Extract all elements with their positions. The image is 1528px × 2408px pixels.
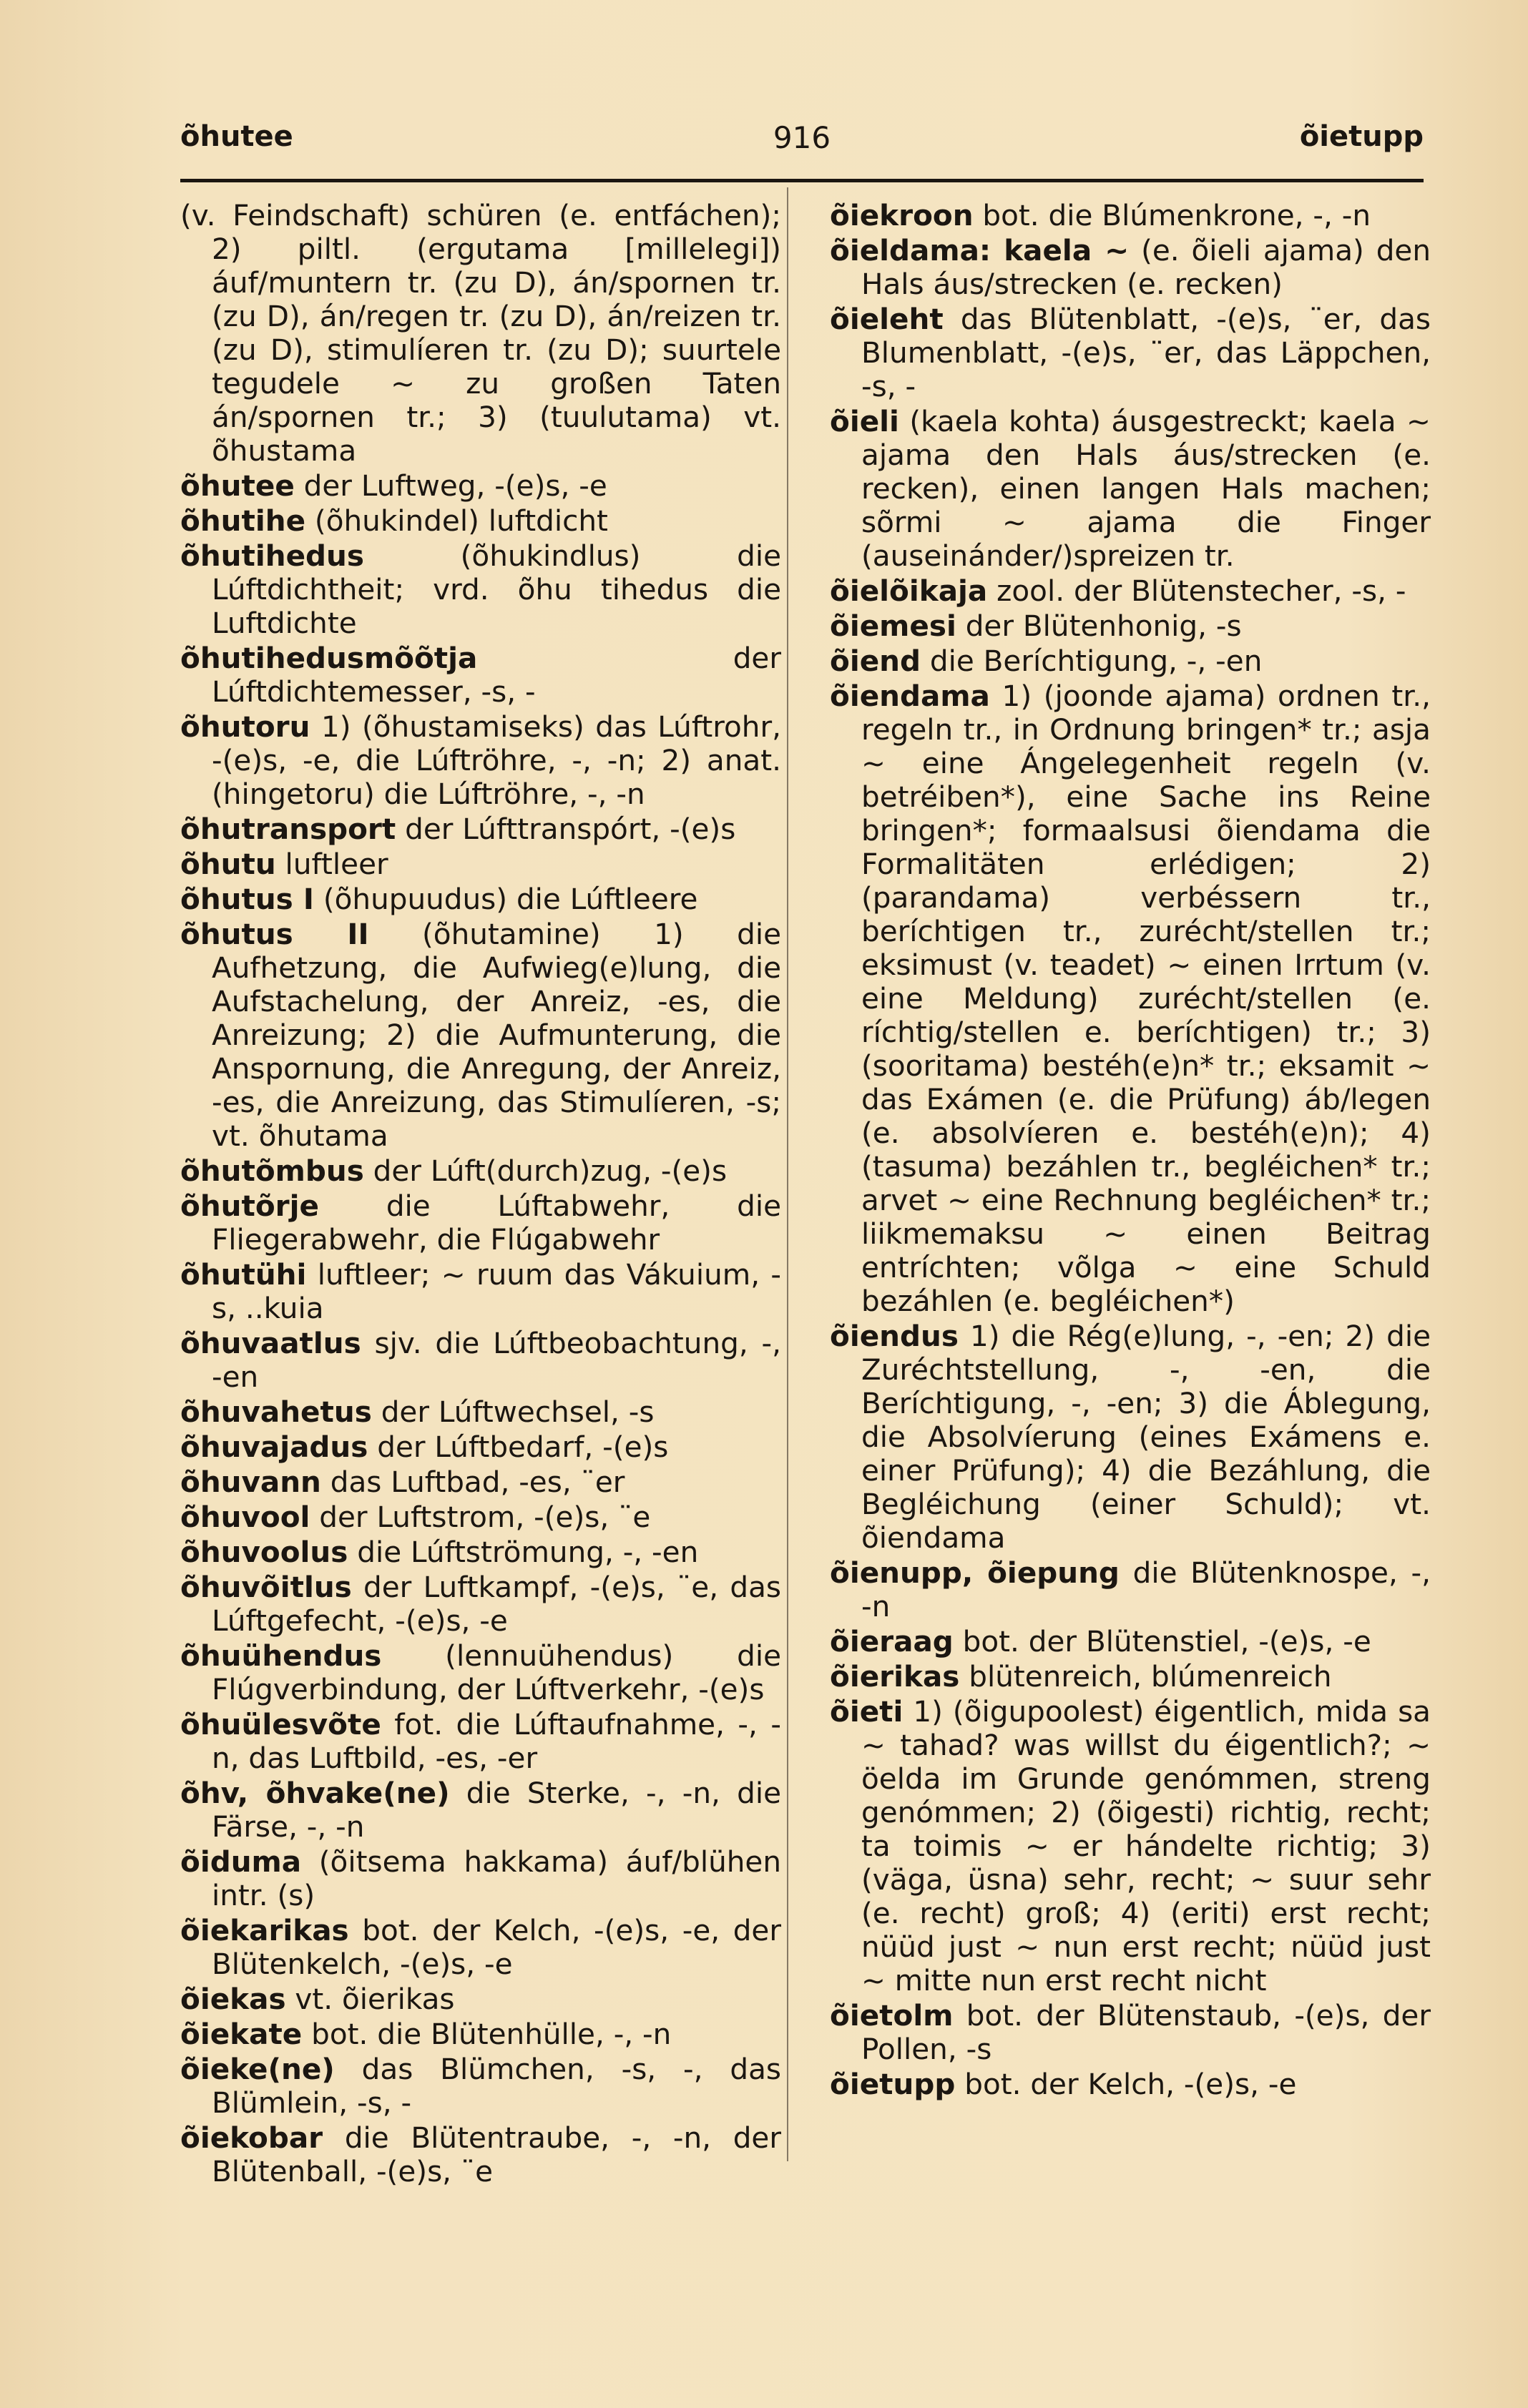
entry-headword: õhuvool: [180, 1500, 310, 1534]
entry-headword: õhutransport: [180, 812, 396, 846]
entry-definition: 1) (joonde ajama) ordnen tr., regeln tr., in Ordnung bringen* tr.; asja ~ eine Ángelegenheit regeln (v. betréiben*), eine Sache ins Reine bringen*; formaalsusi õiendama die Formalitäten erlédigen; 2) (parandama) verbéssern tr., beríchtigen tr., zurécht/stellen tr.; eksimust (v. teadet) ~ einen Irrtum (v. eine Meldung) zurécht/stellen (e. ríchtig/stellen e. beríchtigen) tr.; 3) (sooritama) bestéh(e)n* tr.; eksamit ~ das Exámen (e. die Prüfung) áb/legen (e. absolvíeren e. bestéh(e)n); 4) (tasuma) bezáhlen tr., begléichen* tr.; arvet ~ eine Rechnung begléichen* tr.; liikmemaksu ~ einen Beitrag entríchten; võlga ~ eine Schuld bezáhlen (e. begléichen*): [861, 679, 1431, 1318]
entry-headword: õiduma: [180, 1844, 302, 1879]
entry-definition: der Lúft(durch)zug, -(e)s: [363, 1154, 728, 1188]
dictionary-entry: [180, 710, 781, 811]
entry-headword: õieli: [830, 404, 899, 438]
dictionary-entry: [830, 679, 1431, 1318]
dictionary-entry: [830, 1625, 1431, 1658]
entry-headword: õhutõmbus: [180, 1154, 364, 1188]
dictionary-entry: [180, 1776, 781, 1844]
dictionary-entry: [830, 405, 1431, 573]
entry-definition: der Luftstrom, -(e)s, ¨e: [310, 1500, 651, 1534]
entry-headword: õhuvaatlus: [180, 1326, 361, 1360]
entry-definition: (õhukindel) luftdicht: [305, 503, 608, 538]
dictionary-entry: [830, 2068, 1431, 2101]
entry-definition: bot. der Blütenstaub, -(e)s, der Pollen, -s: [861, 1998, 1431, 2066]
entry-definition: (õhupuudus) die Lúftleere: [313, 882, 698, 916]
entry-definition: bot. der Kelch, -(e)s, -e, der Blütenkelch, -(e)s, -e: [212, 1913, 781, 1981]
entry-definition: die Blütenknospe, -, -n: [861, 1556, 1431, 1623]
entry-definition: (õitsema hakkama) áuf/blühen intr. (s): [212, 1844, 781, 1912]
entry-headword: õhutoru: [180, 709, 310, 744]
right-running-headword: õietupp: [1299, 120, 1424, 153]
dictionary-entry: [180, 1258, 781, 1325]
header-rule: [180, 179, 1424, 182]
entry-headword: õhutu: [180, 847, 276, 881]
entry-definition: die Sterke, -, -n, die Färse, -, -n: [212, 1776, 781, 1844]
entry-definition: der Blütenhonig, -s: [956, 609, 1242, 643]
entry-definition: vt. õierikas: [285, 1982, 455, 2016]
entry-definition: blütenreich, blúmenreich: [959, 1659, 1332, 1694]
dictionary-entry: [180, 2018, 781, 2051]
dictionary-entry: [180, 1430, 781, 1464]
entry-headword: õhutihedusmõõtja: [180, 641, 478, 675]
entry-headword: õhv, õhvake(ne): [180, 1776, 450, 1810]
entry-headword: õietolm: [830, 1998, 954, 2033]
entry-headword: õhutühi: [180, 1257, 307, 1292]
entry-definition: der Lúftdichtemesser, -s, -: [212, 641, 781, 709]
entry-headword: õiend: [830, 644, 921, 678]
entry-headword: õhuülesvõte: [180, 1707, 381, 1741]
entry-headword: õiekate: [180, 2017, 303, 2051]
entry-headword: õiekobar: [180, 2120, 323, 2155]
entry-headword: õietupp: [830, 2067, 956, 2101]
entry-headword: õieke(ne): [180, 2052, 335, 2086]
entry-headword: õiekroon: [830, 198, 974, 232]
entry-definition: 1) (õhustamiseks) das Lúftrohr, -(e)s, -e, die Lúftröhre, -, -n; 2) anat. (hingetoru) die Lúftröhre, -, -n: [212, 709, 781, 811]
dictionary-entry: [180, 642, 781, 709]
dictionary-entry: [180, 1395, 781, 1429]
entry-headword: õhuvoolus: [180, 1535, 348, 1569]
entry-definition: bot. die Blúmenkrone, -, -n: [973, 198, 1371, 232]
dictionary-entry: [180, 1535, 781, 1569]
dictionary-entry: [830, 303, 1431, 403]
entry-definition: der Lúftwechsel, -s: [371, 1395, 655, 1429]
left-column: [180, 199, 781, 2190]
entry-headword: õiekas: [180, 1982, 286, 2016]
entry-definition: das Blümchen, -s, -, das Blümlein, -s, -: [212, 2052, 781, 2120]
dictionary-entry: [180, 504, 781, 538]
dictionary-entry: [180, 1571, 781, 1638]
dictionary-entry: [180, 2053, 781, 2120]
dictionary-entry: [180, 883, 781, 916]
entry-definition: bot. der Blütenstiel, -(e)s, -e: [953, 1624, 1371, 1658]
left-running-headword: õhutee: [180, 120, 293, 153]
dictionary-entry: [830, 199, 1431, 232]
entry-headword: õhutus II: [180, 917, 369, 951]
right-column: [830, 199, 1431, 2103]
dictionary-entry: [830, 1695, 1431, 1997]
entry-headword: õiekarikas: [180, 1913, 349, 1947]
entry-definition: der Luftweg, -(e)s, -e: [294, 468, 607, 503]
entry-definition: die Lúftabwehr, die Fliegerabwehr, die Flúgabwehr: [212, 1189, 781, 1257]
dictionary-entry: [830, 574, 1431, 608]
entry-definition: 1) (õigupoolest) éigentlich, mida sa ~ tahad? was willst du éigentlich?; ~ öelda im Grunde genómmen, streng genómmen; 2) (õigesti) richtig, recht; ta toimis ~ er hándelte richtig; 3) (väga, üsna) sehr, recht; ~ suur sehr (e. recht) groß; 4) (eriti) erst recht; nüüd just ~ nun erst recht; nüüd just ~ mitte nun erst recht nicht: [861, 1694, 1431, 1997]
dictionary-entry: [180, 469, 781, 503]
dictionary-entry: [830, 234, 1431, 301]
dictionary-entry: [180, 1982, 781, 2016]
entry-definition: der Lúftbedarf, -(e)s: [368, 1430, 669, 1464]
entry-definition: das Blütenblatt, -(e)s, ¨er, das Blumenblatt, -(e)s, ¨er, das Läppchen, -s, -: [861, 302, 1431, 403]
dictionary-entry: [830, 609, 1431, 643]
entry-headword: õieti: [830, 1694, 903, 1729]
entry-headword: õhutee: [180, 468, 295, 503]
dictionary-entry: [180, 1914, 781, 1981]
entry-headword: õhuvajadus: [180, 1430, 368, 1464]
entry-headword: õieldama: kaela ~: [830, 233, 1130, 267]
entry-headword: õierikas: [830, 1659, 960, 1694]
entry-headword: õhuvõitlus: [180, 1570, 352, 1604]
entry-definition: (e. õieli ajama) den Hals áus/strecken (e. recken): [861, 233, 1431, 301]
entry-definition: sjv. die Lúftbeobachtung, -, -en: [212, 1326, 781, 1394]
entry-definition: das Luftbad, -es, ¨er: [320, 1465, 625, 1499]
entry-definition: bot. der Kelch, -(e)s, -e: [955, 2067, 1297, 2101]
dictionary-entry: [180, 918, 781, 1153]
entry-headword: õiemesi: [830, 609, 956, 643]
dictionary-entry: [180, 1845, 781, 1912]
entry-headword: õhutihedus: [180, 539, 364, 573]
dictionary-entry: [180, 539, 781, 640]
dictionary-entry: [830, 1556, 1431, 1623]
dictionary-entry: [180, 1708, 781, 1775]
dictionary-entry: [180, 812, 781, 846]
entry-headword: õiendus: [830, 1319, 959, 1353]
entry-definition: die Lúftströmung, -, -en: [348, 1535, 699, 1569]
dictionary-entry: [180, 1327, 781, 1394]
entry-definition: die Blütentraube, -, -n, der Blütenball, -(e)s, ¨e: [212, 2120, 781, 2188]
entry-headword: õhuvahetus: [180, 1395, 372, 1429]
dictionary-entry: [180, 1500, 781, 1534]
dictionary-entry: [830, 1320, 1431, 1555]
entry-definition: luftleer: [275, 847, 388, 881]
entry-definition: 1) die Rég(e)lung, -, -en; 2) die Zuréchtstellung, -, -en, die Beríchtigung, -, -en; 3) die Áblegung, die Absolvíerung (eines Exámens e. einer Prüfung); 4) die Bezáhlung, die Begléichung (einer Schuld); vt. õiendama: [861, 1319, 1431, 1555]
entry-definition: (õhutamine) 1) die Aufhetzung, die Aufwieg(e)lung, die Aufstachelung, der Anreiz, -es, die Anreizung; 2) die Aufmunterung, die Anspornung, die Anregung, der Anreiz, -es, die Anreizung, das Stimulíeren, -s; vt. õhutama: [212, 917, 781, 1153]
entry-definition: bot. die Blütenhülle, -, -n: [302, 2017, 672, 2051]
dictionary-entry: [180, 1639, 781, 1706]
entry-headword: õhuvann: [180, 1465, 321, 1499]
entry-definition: zool. der Blütenstecher, -s, -: [987, 574, 1406, 608]
column-divider: [787, 187, 788, 2161]
entry-headword: õhutus I: [180, 882, 314, 916]
page-number: 916: [773, 120, 831, 155]
entry-definition: der Luftkampf, -(e)s, ¨e, das Lúftgefecht, -(e)s, -e: [212, 1570, 781, 1638]
entry-definition: (õhukindlus) die Lúftdichtheit; vrd. õhu tihedus die Luftdichte: [212, 539, 781, 640]
entry-headword: õhutihe: [180, 503, 306, 538]
entry-definition: (lennuühendus) die Flúgverbindung, der Lúftverkehr, -(e)s: [212, 1638, 781, 1706]
dictionary-entry: [830, 1660, 1431, 1694]
dictionary-entry: [180, 847, 781, 881]
entry-headword: õielõikaja: [830, 574, 988, 608]
entry-headword: õieraag: [830, 1624, 954, 1658]
entry-definition: fot. die Lúftaufnahme, -, -n, das Luftbild, -es, -er: [212, 1707, 781, 1775]
entry-headword: õhutõrje: [180, 1189, 319, 1223]
dictionary-entry: [180, 1189, 781, 1257]
entry-headword: õhuühendus: [180, 1638, 382, 1673]
entry-definition: die Beríchtigung, -, -en: [921, 644, 1263, 678]
entry-definition: der Lúfttranspórt, -(e)s: [396, 812, 736, 846]
entry-definition: (kaela kohta) áusgestreckt; kaela ~ ajama den Hals áus/strecken (e. recken), einen langen Hals machen; sõrmi ~ ajama die Finger (auseinánder/)spreizen tr.: [861, 404, 1431, 573]
dictionary-entry: [830, 1999, 1431, 2066]
dictionary-entry: [180, 199, 781, 468]
entry-definition: (v. Feindschaft) schüren (e. entfáchen); 2) piltl. (ergutama [millelegi]) áuf/muntern tr. (zu D), án/spornen tr. (zu D), án/regen tr. (zu D), án/reizen tr. (zu D), stimulíeren tr. (zu D); suurtele tegudele ~ zu großen Taten án/spornen tr.; 3) (tuulutama) vt. õhustama: [180, 198, 781, 468]
dictionary-entry: [180, 2121, 781, 2188]
dictionary-entry: [830, 644, 1431, 678]
entry-definition: luftleer; ~ ruum das Vákuium, -s, ..kuia: [212, 1257, 781, 1325]
entry-headword: õiendama: [830, 679, 990, 713]
entry-headword: õienupp, õiepung: [830, 1556, 1120, 1590]
dictionary-entry: [180, 1465, 781, 1499]
entry-headword: õieleht: [830, 302, 944, 336]
dictionary-entry: [180, 1154, 781, 1188]
page-header: [180, 120, 1424, 170]
